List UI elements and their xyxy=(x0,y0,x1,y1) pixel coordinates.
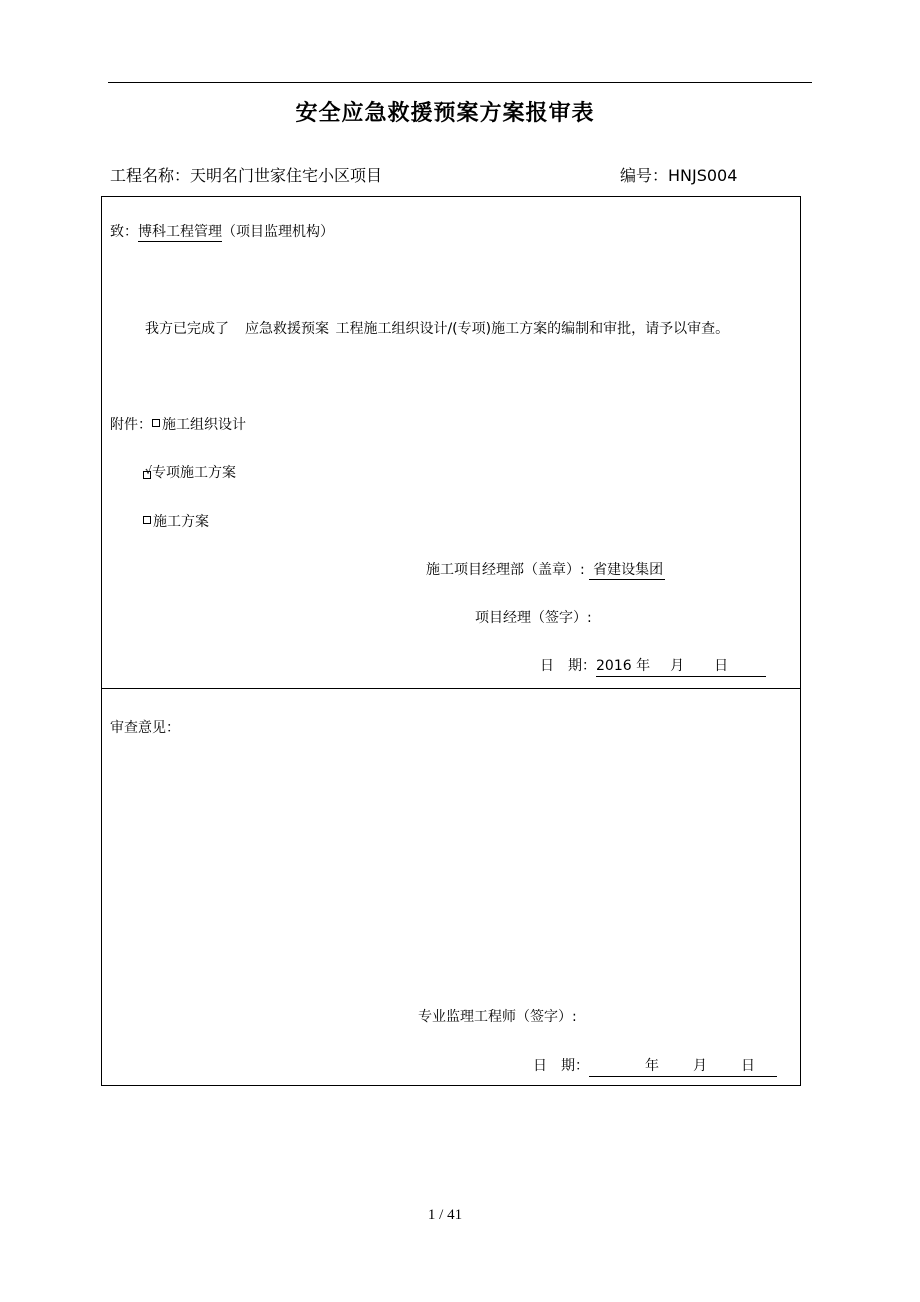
submission-date-line xyxy=(540,655,766,677)
attachment-item-1 xyxy=(110,414,246,434)
addressee-line xyxy=(110,221,334,241)
review-date-year: 年 xyxy=(645,1058,659,1074)
checkbox-unchecked-icon xyxy=(152,419,160,427)
attachment-item-2 xyxy=(143,462,236,482)
submission-date-year: 2016 年 xyxy=(596,658,651,674)
submission-date-label: 日 期： xyxy=(540,658,596,674)
project-name: 工程名称：天明名门世家住宅小区项目 xyxy=(110,166,383,185)
contractor-dept-label: 施工项目经理部（盖章）: xyxy=(426,562,585,578)
review-date-blank xyxy=(589,1055,777,1077)
review-opinion-label: 审查意见： xyxy=(110,720,180,736)
review-date-label: 日 期： xyxy=(533,1058,589,1074)
checkbox-checked-icon: √ xyxy=(145,464,153,477)
body-underlined-plan: 应急救援预案 xyxy=(229,321,331,338)
addressee-org: 博科工程管理 xyxy=(138,224,222,240)
supervisor-signature: 专业监理工程师（签字）: xyxy=(418,1009,577,1025)
body-text-line xyxy=(145,318,807,338)
project-manager-signature: 项目经理（签字）: xyxy=(475,610,592,626)
attachment-label-2: 专项施工方案 xyxy=(152,465,236,481)
page-number: 1 / 41 xyxy=(427,1207,463,1223)
submission-date-blank xyxy=(596,655,766,677)
attachment-item-3 xyxy=(143,511,209,531)
body-prefix: 我方已完成了 xyxy=(145,321,229,337)
submission-date-month: 月 xyxy=(670,658,685,674)
review-date-line xyxy=(533,1055,777,1077)
addressee-suffix: （项目监理机构） xyxy=(222,224,334,240)
checkbox-unchecked-icon xyxy=(143,516,151,524)
top-rule xyxy=(108,82,812,83)
attachment-label-1: 施工组织设计 xyxy=(162,417,246,433)
submission-date-day: 日 xyxy=(714,658,729,674)
contractor-dept-value: 省建设集团 xyxy=(589,562,665,580)
review-date-day: 日 xyxy=(741,1058,755,1074)
addressee-prefix: 致： xyxy=(110,224,138,240)
attachments-label: 附件： xyxy=(110,417,152,433)
body-rest: 工程施工组织设计/(专项)施工方案的编制和审批，请予以审查。 xyxy=(335,321,730,337)
contractor-dept-line xyxy=(426,559,665,579)
review-date-month: 月 xyxy=(693,1058,707,1074)
document-title: 安全应急救援预案方案报审表 xyxy=(295,101,595,126)
submission-section xyxy=(101,196,801,689)
document-number: 编号：HNJS004 xyxy=(620,166,738,185)
attachment-label-3: 施工方案 xyxy=(153,514,209,530)
review-section xyxy=(101,688,801,1086)
